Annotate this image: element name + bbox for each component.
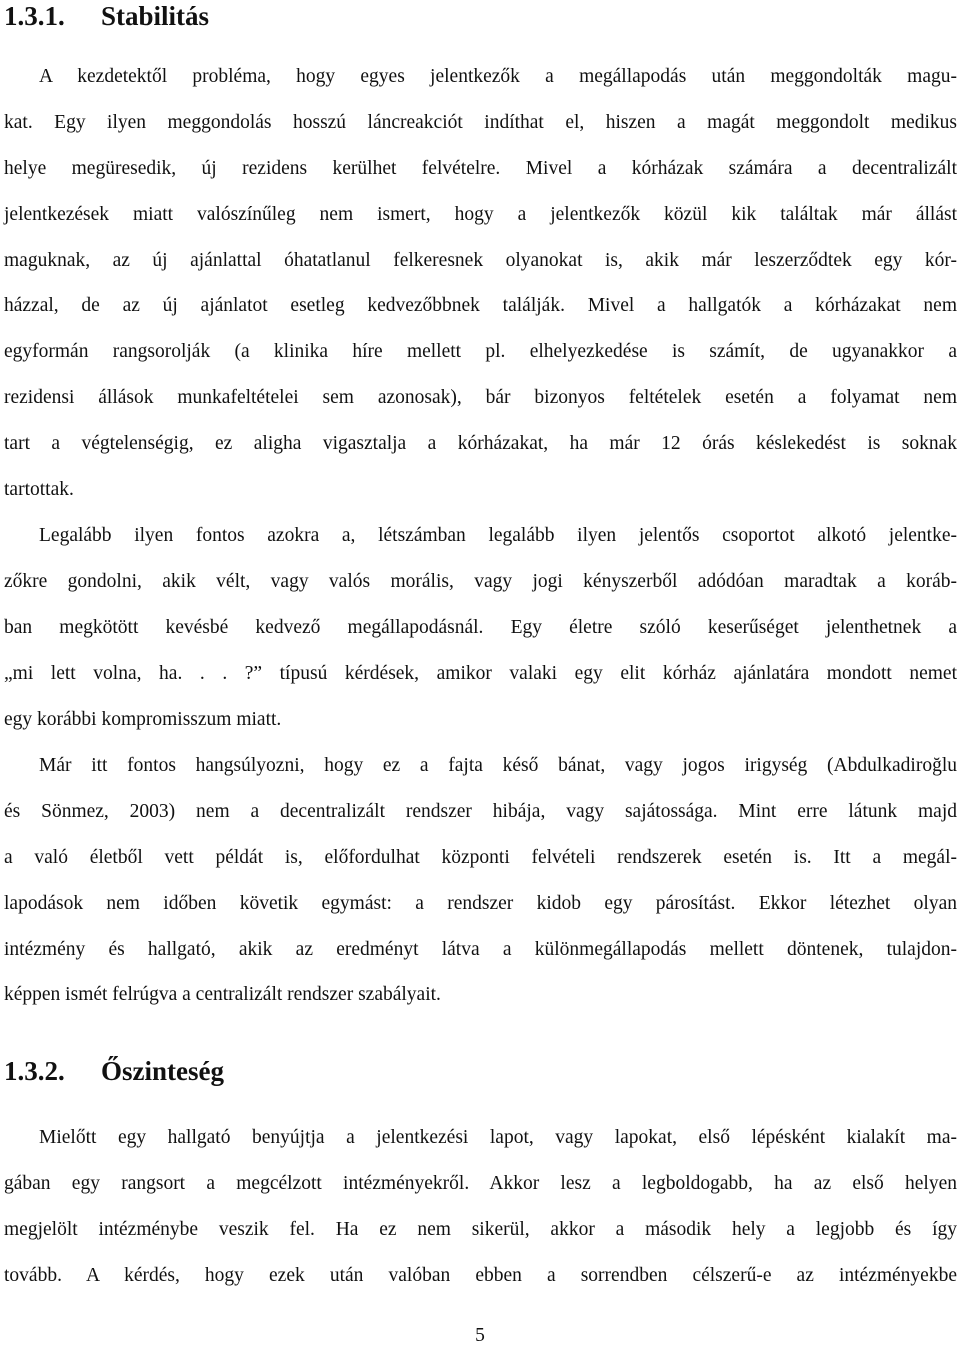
section-title: Őszinteség [101, 1056, 224, 1086]
text-line: Legalább ilyen fontos azokra a, létszámban legalább ilyen jelentős csoportot alkotó jelentke- [39, 525, 957, 546]
text-line: egy korábbi kompromisszum miatt. [4, 708, 282, 730]
section-heading-stabilitas [4, 1, 209, 31]
text-line: egyformán rangsorolják (a klinika híre mellett pl. elhelyezkedése is számít, de ugyanakkor a [4, 341, 957, 363]
paragraph-2 [4, 513, 957, 742]
section-number: 1.3.2. [4, 1056, 65, 1086]
paragraph-1 [4, 54, 957, 513]
text-line: intézmény és hallgató, akik az eredményt látva a különmegállapodás mellett döntenek, tulajdon- [4, 938, 957, 960]
text-line: lapodások nem időben követik egymást: a rendszer kidob egy párosítást. Ekkor létezhet olyan [4, 892, 957, 914]
text-line: jelentkezések miatt valószínűleg nem ismert, hogy a jelentkezők közül kik találtak már állást [4, 203, 957, 225]
text-line: kat. Egy ilyen meggondolás hosszú láncreakciót indíthat el, hiszen a magát meggondolt medikus [4, 111, 957, 133]
text-line: tovább. A kérdés, hogy ezek után valóban ebben a sorrendben célszerű-e az intézményekbe [4, 1264, 957, 1286]
text-line: tart a végtelenségig, ez aligha vigasztalja a kórházakat, ha már 12 órás késlekedést is soknak [4, 433, 957, 455]
page-number: 5 [475, 1325, 485, 1346]
section-heading-oszinteseg [4, 1056, 224, 1086]
paragraph-3 [4, 743, 957, 1018]
text-line: ban megkötött kevésbé kedvező megállapodásnál. Egy életre szóló keserűséget jelenthetnek a [4, 616, 957, 638]
text-line: helye megüresedik, új rezidens kerülhet felvételre. Mivel a kórházak számára a decentralizált [4, 157, 957, 179]
text-line: maguknak, az új ajánlattal óhatatlanul felkeresnek olyanokat is, akik már leszerződtek egy kór- [4, 249, 957, 271]
text-line: gában egy rangsort a megcélzott intézményekről. Akkor lesz a legboldogabb, ha az első helyen [4, 1172, 957, 1194]
text-line: A kezdetektől probléma, hogy egyes jelentkezők a megállapodás után meggondolták magu- [39, 66, 957, 87]
text-line: házzal, de az új ajánlatot esetleg kedvezőbbnek találják. Mivel a hallgatók a kórházakat nem [4, 295, 957, 317]
paragraph-4 [4, 1115, 957, 1299]
section-title: Stabilitás [101, 1, 210, 31]
text-line: és Sönmez, 2003) nem a decentralizált rendszer hibája, vagy sajátossága. Mint erre látunk majd [4, 800, 957, 822]
section-number: 1.3.1. [4, 1, 65, 31]
text-line: Már itt fontos hangsúlyozni, hogy ez a fajta késő bánat, vagy jogos irigység (Abdulkadiroğlu [39, 755, 957, 776]
text-line: a való életből vett példát is, előfordulhat központi felvételi rendszerek esetén is. Itt a megál- [4, 846, 957, 868]
text-line: „mi lett volna, ha. . . ?” típusú kérdések, amikor valaki egy elit kórház ajánlatára mondott nemet [4, 662, 957, 684]
text-line: tartottak. [4, 479, 74, 501]
text-line: zőkre gondolni, akik vélt, vagy valós morális, vagy jogi kényszerből adódóan maradtak a koráb- [4, 570, 957, 592]
text-line: képpen ismét felrúgva a centralizált rendszer szabályait. [4, 984, 441, 1006]
document-page [4, 0, 957, 1352]
text-line: rezidensi állások munkafeltételei sem azonosak), bár bizonyos feltételek esetén a folyamat nem [4, 387, 957, 409]
text-line: megjelölt intézménybe veszik fel. Ha ez nem sikerül, akkor a második hely a legjobb és így [4, 1218, 957, 1240]
text-line: Mielőtt egy hallgató benyújtja a jelentkezési lapot, vagy lapokat, első lépésként kialakít ma- [39, 1127, 957, 1148]
